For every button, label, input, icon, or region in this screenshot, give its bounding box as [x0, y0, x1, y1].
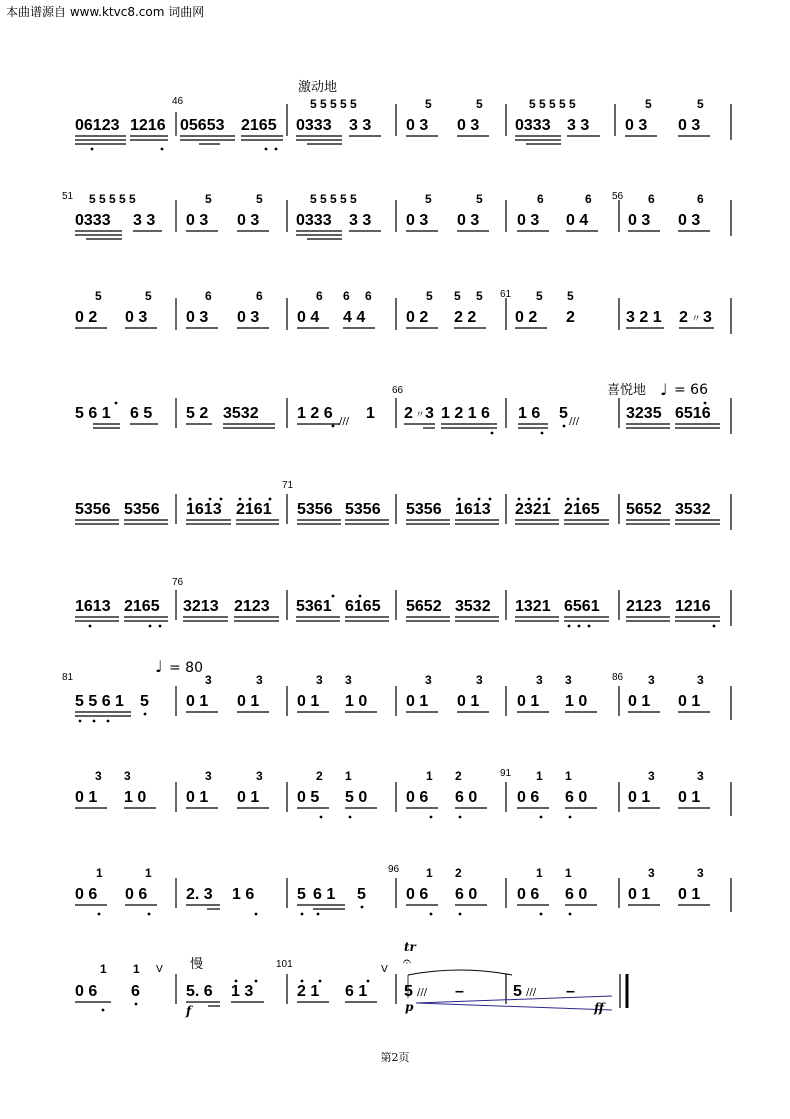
measure-number: 91 — [500, 768, 512, 779]
svg-text:5: 5 — [476, 192, 483, 206]
svg-text:5: 5 — [559, 405, 568, 422]
svg-text:3: 3 — [536, 673, 543, 687]
note-group: 0 3 — [186, 309, 209, 326]
svg-text:1: 1 — [133, 962, 140, 976]
note-group: 1 0 — [565, 693, 588, 710]
svg-text:///: /// — [417, 987, 428, 998]
note-group: 5356 — [345, 501, 381, 518]
svg-text:3: 3 — [697, 673, 704, 687]
note-group: 6 0 — [565, 886, 588, 903]
tempo-note-symbol: ♩ — [155, 657, 163, 676]
svg-text:1: 1 — [565, 769, 572, 783]
svg-text:5: 5 — [567, 289, 574, 303]
svg-text:///: /// — [339, 416, 350, 427]
note-group: 6561 — [564, 598, 600, 615]
score-row-5 — [75, 480, 731, 530]
score-row-8 — [75, 768, 731, 818]
note-group: 1 2 6 — [297, 405, 333, 422]
note-group: 5 — [297, 886, 306, 903]
svg-text:5: 5 — [454, 289, 461, 303]
expression-text: 喜悦地 — [607, 383, 647, 398]
svg-text:3: 3 — [316, 673, 323, 687]
note-group: 0 1 — [406, 693, 429, 710]
note-group: 3532 — [455, 598, 491, 615]
note-group: 6516 — [675, 405, 711, 422]
expression-text: 慢 — [190, 957, 204, 972]
svg-text:1: 1 — [145, 866, 152, 880]
note-group: 3 3 — [567, 117, 590, 134]
svg-text:5 5 5 5 5: 5 5 5 5 5 — [310, 97, 357, 111]
note-group: 1 3 — [231, 983, 254, 1000]
note-group: 0 4 — [297, 309, 320, 326]
note-group: 06123 — [75, 117, 120, 134]
tempo-value: = 66 — [674, 382, 708, 398]
measure-number: 81 — [62, 672, 74, 683]
svg-text:1: 1 — [100, 962, 107, 976]
svg-text:3: 3 — [648, 673, 655, 687]
svg-text:1: 1 — [366, 405, 375, 422]
note-group: 3532 — [675, 501, 711, 518]
score-row-2 — [62, 191, 731, 239]
note-group: 5356 — [406, 501, 442, 518]
note-group: 1 0 — [124, 789, 147, 806]
note-group: 2123 — [234, 598, 270, 615]
svg-text:〃: 〃 — [691, 314, 701, 325]
note-group: 5361 — [296, 598, 332, 615]
svg-text:1: 1 — [536, 769, 543, 783]
expression-text: 激动地 — [298, 80, 338, 95]
score-row-7 — [62, 657, 731, 722]
svg-text:3: 3 — [703, 309, 712, 326]
note-group: 1321 — [515, 598, 551, 615]
note-group: 1216 — [130, 117, 166, 134]
svg-text:3: 3 — [256, 769, 263, 783]
svg-text:3: 3 — [425, 405, 434, 422]
svg-text:6: 6 — [205, 289, 212, 303]
note-group: 0 1 — [678, 789, 701, 806]
note-group: 3 2 1 — [626, 309, 662, 326]
note-group: 0 6 — [406, 789, 429, 806]
note-group: 0 1 — [237, 693, 260, 710]
svg-text:5: 5 — [95, 289, 102, 303]
score-row-1 — [75, 79, 731, 150]
svg-text:1: 1 — [536, 866, 543, 880]
svg-text:3: 3 — [95, 769, 102, 783]
svg-text:///: /// — [569, 416, 580, 427]
note-group: 2123 — [626, 598, 662, 615]
svg-text:5: 5 — [140, 693, 149, 710]
note-group: 0 3 — [678, 212, 701, 229]
note-group: 0333 — [75, 212, 111, 229]
note-group: 2 1 — [297, 983, 320, 1000]
svg-text:3: 3 — [648, 769, 655, 783]
note-group: 0 6 — [75, 886, 98, 903]
note-group: 0 6 — [517, 789, 540, 806]
svg-text:5 5 5 5 5: 5 5 5 5 5 — [310, 192, 357, 206]
svg-text:6: 6 — [537, 192, 544, 206]
svg-text:3: 3 — [256, 673, 263, 687]
note-group: 5 — [513, 983, 522, 1000]
note-group: 3532 — [223, 405, 259, 422]
note-group: 0 2 — [406, 309, 429, 326]
note-group: 5356 — [124, 501, 160, 518]
note-group: 0 3 — [125, 309, 148, 326]
note-group: 0 1 — [457, 693, 480, 710]
score-row-10 — [75, 940, 627, 1018]
breath-mark: V — [156, 964, 163, 975]
note-group: 0 3 — [406, 212, 429, 229]
svg-text:5: 5 — [425, 192, 432, 206]
note-group: 6 5 — [130, 405, 153, 422]
ornament-fermata: 𝄐 — [403, 954, 411, 970]
note-group: 5652 — [406, 598, 442, 615]
svg-text:6: 6 — [256, 289, 263, 303]
svg-text:5 5 5 5 5: 5 5 5 5 5 — [89, 192, 136, 206]
note-group: 6 1 — [345, 983, 368, 1000]
note-group: 3 3 — [349, 117, 372, 134]
svg-text:3: 3 — [124, 769, 131, 783]
note-group: 5356 — [75, 501, 111, 518]
note-group: 0 1 — [186, 789, 209, 806]
note-group: 1 0 — [345, 693, 368, 710]
note-group: 5356 — [297, 501, 333, 518]
note-group: 0 3 — [678, 117, 701, 134]
note-group: 0 1 — [678, 693, 701, 710]
note-group: 0 1 — [628, 886, 651, 903]
note-group: 0 1 — [628, 693, 651, 710]
note-group: 0 1 — [517, 693, 540, 710]
score-row-4 — [75, 380, 731, 434]
dynamic-piano: p — [405, 1000, 414, 1014]
svg-text:1: 1 — [96, 866, 103, 880]
note-group: 3 3 — [133, 212, 156, 229]
source-header: 本曲谱源自 www.ktvc8.com 词曲网 — [6, 5, 205, 19]
svg-text:1 2 1 6: 1 2 1 6 — [441, 405, 490, 422]
note-group: 1216 — [675, 598, 711, 615]
svg-text:3: 3 — [476, 673, 483, 687]
note-group: 1613 — [455, 501, 491, 518]
measure-number: 76 — [172, 577, 184, 588]
svg-text:5: 5 — [357, 886, 366, 903]
svg-text:6: 6 — [343, 289, 350, 303]
note-group: 2 2 — [454, 309, 477, 326]
svg-text:5: 5 — [426, 289, 433, 303]
measure-number: 61 — [500, 289, 512, 300]
note-group: 5652 — [626, 501, 662, 518]
note-group: 0333 — [296, 117, 332, 134]
note-group: 0 1 — [237, 789, 260, 806]
score-row-6 — [75, 577, 731, 627]
score-row-3 — [75, 289, 731, 334]
note-group: 1613 — [75, 598, 111, 615]
note-group: 0 2 — [515, 309, 538, 326]
note-group: 0333 — [296, 212, 332, 229]
note-group: 0 6 — [125, 886, 148, 903]
svg-text:2: 2 — [316, 769, 323, 783]
note-group: 1 6 — [518, 405, 541, 422]
svg-text:3: 3 — [425, 673, 432, 687]
note-group: 0 6 — [75, 983, 98, 1000]
svg-text:–: – — [455, 983, 464, 1000]
note-group: 2165 — [564, 501, 600, 518]
svg-text:5: 5 — [645, 97, 652, 111]
svg-text:5: 5 — [536, 289, 543, 303]
svg-text:3: 3 — [648, 866, 655, 880]
svg-text:6 1: 6 1 — [313, 886, 336, 903]
note-group: 0 3 — [237, 309, 260, 326]
svg-text:5: 5 — [256, 192, 263, 206]
note-group: 2165 — [124, 598, 160, 615]
measure-number: 86 — [612, 672, 624, 683]
measure-number: 56 — [612, 191, 624, 202]
note-group: 5 5 6 1 — [75, 693, 124, 710]
note-group: 6 0 — [455, 886, 478, 903]
dynamic-fortissimo: ff — [594, 1001, 604, 1015]
note-group: 6 0 — [455, 789, 478, 806]
svg-text:1: 1 — [345, 769, 352, 783]
note-group: 2321 — [515, 501, 551, 518]
note-group: 0 3 — [457, 212, 480, 229]
note-group: 6165 — [345, 598, 381, 615]
note-group: 3213 — [183, 598, 219, 615]
note-group: 2. 3 — [186, 886, 213, 903]
svg-text:6: 6 — [697, 192, 704, 206]
note-group: 0 1 — [628, 789, 651, 806]
note-group: 3235 — [626, 405, 662, 422]
tempo-note-symbol: ♩ — [660, 380, 668, 399]
note-group: 2165 — [241, 117, 277, 134]
svg-text:2: 2 — [455, 866, 462, 880]
note-group: 0 3 — [406, 117, 429, 134]
note-group: 0 6 — [406, 886, 429, 903]
svg-text:2: 2 — [455, 769, 462, 783]
note-group: 0 1 — [297, 693, 320, 710]
note-group: 0 3 — [625, 117, 648, 134]
note-group: 0 3 — [457, 117, 480, 134]
note-group: 5 0 — [345, 789, 368, 806]
note-group: 0 2 — [75, 309, 98, 326]
note-group: 3 3 — [349, 212, 372, 229]
svg-text:1: 1 — [426, 769, 433, 783]
score-row-9 — [75, 864, 731, 915]
svg-text:3: 3 — [345, 673, 352, 687]
dynamic-forte: f — [186, 1004, 192, 1018]
svg-text:3: 3 — [697, 866, 704, 880]
note-group: 5. 6 — [186, 983, 213, 1000]
svg-text:〃: 〃 — [415, 410, 425, 421]
note-group: 5 6 1 — [75, 405, 111, 422]
svg-text:–: – — [566, 983, 575, 1000]
svg-text:1: 1 — [426, 866, 433, 880]
svg-text:3: 3 — [697, 769, 704, 783]
measure-number: 66 — [392, 385, 404, 396]
note-group: 0 1 — [186, 693, 209, 710]
note-group: 5 — [404, 983, 413, 1000]
note-group: 0 3 — [237, 212, 260, 229]
note-group: 1613 — [186, 501, 222, 518]
note-group: 0 5 — [297, 789, 320, 806]
note-group: 0 3 — [628, 212, 651, 229]
note-group: 2 — [404, 405, 413, 422]
svg-text:5: 5 — [145, 289, 152, 303]
svg-text:5: 5 — [205, 192, 212, 206]
note-group: 4 4 — [343, 309, 366, 326]
svg-text:5: 5 — [697, 97, 704, 111]
note-group: 05653 — [180, 117, 225, 134]
svg-text:///: /// — [526, 987, 537, 998]
svg-text:6: 6 — [316, 289, 323, 303]
svg-text:6: 6 — [131, 983, 140, 1000]
svg-text:3: 3 — [205, 673, 212, 687]
ornament-trill: tr — [404, 940, 416, 954]
svg-text:1: 1 — [565, 866, 572, 880]
svg-text:6: 6 — [585, 192, 592, 206]
tempo-value: = 80 — [169, 660, 203, 676]
svg-text:3: 3 — [565, 673, 572, 687]
note-group: 0 4 — [566, 212, 589, 229]
svg-text:5 5 5 5 5: 5 5 5 5 5 — [529, 97, 576, 111]
note-group: 2161 — [236, 501, 272, 518]
measure-number: 46 — [172, 96, 184, 107]
svg-text:6: 6 — [648, 192, 655, 206]
note-group: 2 — [566, 309, 575, 326]
note-group: 0 6 — [517, 886, 540, 903]
svg-text:5: 5 — [425, 97, 432, 111]
note-group: 0 3 — [517, 212, 540, 229]
measure-number: 51 — [62, 191, 74, 202]
note-group: 0 1 — [678, 886, 701, 903]
measure-number: 71 — [282, 480, 294, 491]
note-group: 6 0 — [565, 789, 588, 806]
svg-text:3: 3 — [205, 769, 212, 783]
svg-text:5: 5 — [476, 97, 483, 111]
svg-text:6: 6 — [365, 289, 372, 303]
note-group: 0333 — [515, 117, 551, 134]
note-group: 5 2 — [186, 405, 209, 422]
svg-text:5: 5 — [476, 289, 483, 303]
note-group: 2 — [679, 309, 688, 326]
measure-number: 96 — [388, 864, 400, 875]
note-group: 1 6 — [232, 886, 255, 903]
note-group: 0 3 — [186, 212, 209, 229]
svg-text:V: V — [381, 964, 388, 975]
note-group: 0 1 — [75, 789, 98, 806]
measure-number: 101 — [276, 959, 293, 970]
page-number: 第2页 — [380, 1051, 410, 1064]
